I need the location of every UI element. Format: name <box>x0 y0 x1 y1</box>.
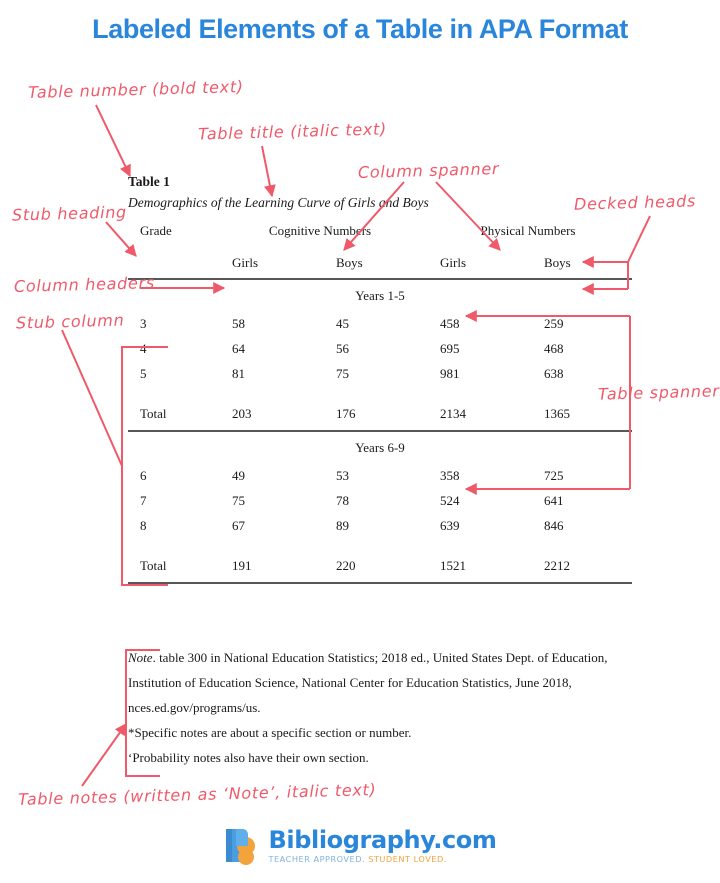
column-header-girls-physical: Girls <box>440 255 466 270</box>
total-cell: 220 <box>336 557 356 573</box>
apa-table-block <box>128 172 632 584</box>
table-row <box>128 513 632 538</box>
table-notes-block <box>128 645 628 770</box>
column-spanner-physical: Physical Numbers <box>480 223 576 238</box>
data-cell: 75 <box>232 492 245 508</box>
data-cell: 58 <box>232 315 245 331</box>
stub-cell: 4 <box>140 340 147 356</box>
data-cell: 67 <box>232 517 245 533</box>
table-row <box>128 488 632 513</box>
annotation-label-table-spanner: Table spanner <box>597 381 720 404</box>
data-cell: 638 <box>544 365 564 381</box>
table-spanner-years-1-5: Years 1-5 <box>355 287 405 303</box>
column-header-boys-physical: Boys <box>544 255 571 270</box>
total-cell: 1365 <box>544 405 570 421</box>
data-cell: 89 <box>336 517 349 533</box>
data-cell: 639 <box>440 517 460 533</box>
data-cell: 846 <box>544 517 564 533</box>
stub-cell: 8 <box>140 517 147 533</box>
bibliography-logo-icon <box>224 826 260 866</box>
logo-text-wrap <box>269 827 497 865</box>
column-spanner-cognitive: Cognitive Numbers <box>268 223 372 238</box>
column-header-girls-cognitive: Girls <box>232 255 258 270</box>
table-total-row <box>128 397 632 431</box>
table-spanner-row <box>128 431 632 463</box>
table-row <box>128 336 632 361</box>
annotation-label-column-spanner: Column spanner <box>357 159 500 182</box>
tagline-part-b: STUDENT LOVED. <box>368 854 447 864</box>
table-note-probability: ‘Probability notes also have their own section. <box>128 750 369 765</box>
total-cell: 176 <box>336 405 356 421</box>
table-total-row <box>128 549 632 583</box>
table-spanner-years-6-9: Years 6-9 <box>355 439 405 455</box>
stub-cell: 5 <box>140 365 147 381</box>
data-cell: 981 <box>440 365 460 381</box>
stub-cell: 7 <box>140 492 147 508</box>
table-note-general <box>128 645 628 720</box>
page-title: Labeled Elements of a Table in APA Format <box>92 14 628 44</box>
total-label: Total <box>140 405 167 421</box>
table-row <box>128 463 632 488</box>
table-spacer-row <box>128 386 632 397</box>
data-cell: 45 <box>336 315 349 331</box>
note-general-text: . table 300 in National Education Statistics; 2018 ed., United States Dept. of Education, Institution of Education Science, National Center for Education Statistics, June 2018, nces.ed.gov/programs/us. <box>128 650 608 715</box>
data-cell: 53 <box>336 467 349 483</box>
arrow-table-number <box>96 105 130 176</box>
data-cell: 358 <box>440 467 460 483</box>
tagline-part-a: TEACHER APPROVED. <box>268 854 366 864</box>
table-row <box>128 361 632 386</box>
table-header-columns-row <box>128 248 632 279</box>
annotation-label-stub-column: Stub column <box>15 310 125 333</box>
total-cell: 2134 <box>440 405 466 421</box>
data-cell: 641 <box>544 492 564 508</box>
footer-logo[interactable] <box>0 826 720 866</box>
table-number: Table 1 <box>128 174 170 189</box>
leader-stub-column <box>62 330 122 466</box>
apa-table <box>128 214 632 584</box>
total-cell: 203 <box>232 405 252 421</box>
table-row <box>128 311 632 336</box>
total-cell: 191 <box>232 557 252 573</box>
annotation-label-stub-heading: Stub heading <box>11 202 128 225</box>
note-label: Note <box>128 650 153 665</box>
total-cell: 1521 <box>440 557 466 573</box>
data-cell: 56 <box>336 340 349 356</box>
annotation-label-table-number: Table number (bold text) <box>27 76 244 103</box>
logo-tagline <box>269 853 497 865</box>
data-cell: 75 <box>336 365 349 381</box>
stub-heading: Grade <box>140 223 172 238</box>
arrow-table-notes <box>82 724 126 786</box>
data-cell: 259 <box>544 315 564 331</box>
table-spacer-row <box>128 538 632 549</box>
data-cell: 49 <box>232 467 245 483</box>
data-cell: 78 <box>336 492 349 508</box>
table-spanner-row <box>128 279 632 311</box>
annotation-label-table-notes: Table notes (written as ‘Note’, italic text) <box>17 779 377 810</box>
table-title: Demographics of the Learning Curve of Girls and Boys <box>128 195 429 210</box>
data-cell: 524 <box>440 492 460 508</box>
table-note-specific: *Specific notes are about a specific section or number. <box>128 725 412 740</box>
logo-wordmark: Bibliography.com <box>268 826 497 854</box>
data-cell: 725 <box>544 467 564 483</box>
stub-cell: 3 <box>140 315 147 331</box>
data-cell: 695 <box>440 340 460 356</box>
total-cell: 2212 <box>544 557 570 573</box>
column-header-boys-cognitive: Boys <box>336 255 363 270</box>
stub-cell: 6 <box>140 467 147 483</box>
table-header-spanner-row <box>128 214 632 248</box>
annotation-label-column-headers: Column headers <box>13 273 156 296</box>
data-cell: 468 <box>544 340 564 356</box>
annotation-label-table-title: Table title (italic text) <box>197 119 388 144</box>
data-cell: 81 <box>232 365 245 381</box>
data-cell: 64 <box>232 340 245 356</box>
data-cell: 458 <box>440 315 460 331</box>
total-label: Total <box>140 557 167 573</box>
annotation-label-decked-heads: Decked heads <box>573 191 697 214</box>
